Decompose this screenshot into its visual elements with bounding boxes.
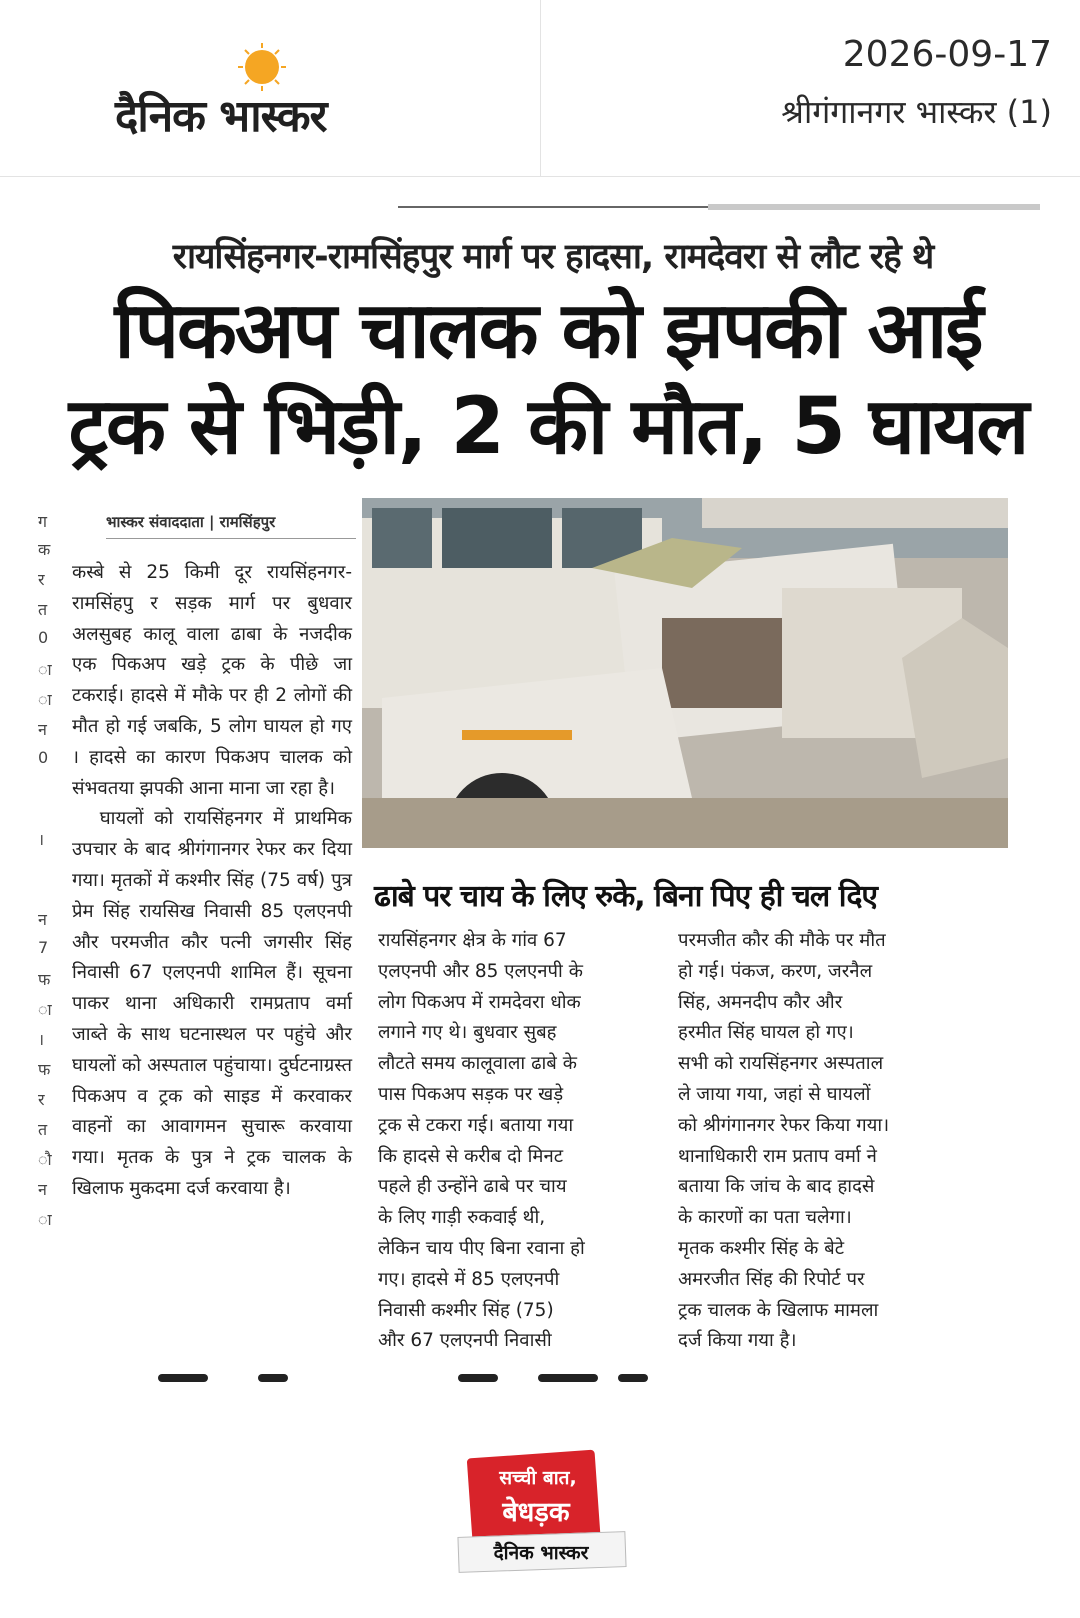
col3-line: थानाधिकारी राम प्रताप वर्मा ने [678,1145,877,1167]
footer-brand-name: दैनिक भास्कर [493,1542,589,1564]
edge-fragment: ा [38,1000,52,1019]
edge-fragment: न [38,720,47,739]
edge-fragment: ा [38,690,52,709]
pickup-photo-illustration [362,498,1008,848]
col3-line: हो गई। पंकज, करण, जरनैल [678,960,873,982]
logo-text: दैनिक भास्कर [115,91,327,142]
article-column-1 [72,558,352,1205]
col2-line: गए। हादसे में 85 एलएनपी [378,1268,560,1290]
article-column-3 [678,926,978,1357]
edge-fragment: 7 [38,938,49,957]
paragraph-2: घायलों को रायसिंहनगर में प्राथमिक उपचार के बाद श्रीगंगानगर रेफर कर दिया गया। मृतकों में कश्मीर सिंह (75 वर्ष) पुत्र प्रेम सिंह रायसिख निवासी 85 एलएनपी और परमजीत कौर पत्नी जगसीर सिंह निवासी 67 एलएनपी शामिल हैं। सूचना पाकर थाना अधिकारी रामप्रताप वर्मा जाब्ते के साथ घटनास्थल पर पहुंचे और घायलों को अस्पताल पहुंचाया। दुर्घटनाग्रस्त पिकअप व ट्रक को साइड में करवाकर वाहनों का आवागमन सुचारू करवाया गया। मृतक के पुत्र ने ट्रक चालक के खिलाफ मुकदमा दर्ज करवाया है। [72,808,352,1199]
col3-line: ले जाया गया, जहां से घायलों [678,1083,871,1105]
col3-line: सिंह, अमनदीप कौर और [678,991,843,1013]
col2-line: कि हादसे से करीब दो मिनट [378,1145,564,1167]
edge-fragment: । [38,830,45,849]
col2-line: लोग पिकअप में रामदेवरा धोक [378,991,581,1013]
col3-line: ट्रक चालक के खिलाफ मामला [678,1299,879,1321]
edge-fragment: न [38,1180,47,1199]
article-subhead: ढाबे पर चाय के लिए रुके, बिना पिए ही चल दिए [374,879,877,914]
col3-line: परमजीत कौर की मौके पर मौत [678,930,886,951]
page-header [0,0,1080,177]
col3-line: अमरजीत सिंह की रिपोर्ट पर [678,1268,865,1290]
headline-line-1: पिकअप चालक को झपकी आई [114,286,982,376]
cut-off-next-article [158,1370,858,1382]
article-column-2 [378,926,648,1357]
col3-line: के कारणों का पता चलेगा। [678,1207,852,1229]
paragraph-1: कस्बे से 25 किमी दूर रायसिंहनगर-रामसिंहपु र सड़क मार्ग पर बुधवार अलसुबह कालू वाला ढाबा के नजदीक एक पिकअप खड़े ट्रक के पीछे जा टकराई। हादसे में मौके पर ही 2 लोगों की मौत हो गई जबकि, 5 लोग घायल हो गए । हादसे का कारण पिकअप चालक को संभवतया झपकी आना माना जा रहा है। [72,562,352,799]
col3-line: हरमीत सिंह घायल हो गए। [678,1022,854,1044]
headline-line-2: ट्रक से भिड़ी, 2 की मौत, 5 घायल [68,382,1028,472]
edge-fragment: र [38,1090,45,1109]
col3-line: बताया कि जांच के बाद हादसे [678,1176,875,1198]
top-rule-gray [708,204,1040,210]
col2-line: पहले ही उन्होंने ढाबे पर चाय [378,1176,567,1198]
col2-line: के लिए गाड़ी रुकवाई थी, [378,1207,546,1229]
edge-fragment: त [38,1120,48,1139]
col2-line: और 67 एलएनपी निवासी [378,1330,552,1352]
edge-fragment: र [38,570,45,589]
newspaper-clipping [38,192,1040,1432]
edge-fragment: ा [38,660,52,679]
header-divider [540,0,541,176]
dainik-bhaskar-logo [115,36,415,146]
crashed-pickup-photo [362,498,1008,848]
col2-line: ट्रक से टकरा गई। बताया गया [378,1114,574,1136]
edge-fragment: फ [38,1060,51,1079]
edition-date: 2026-09-17 [842,34,1052,75]
byline: भास्कर संवाददाता | रामसिंहपुर [106,512,356,539]
tagline-line-1: सच्ची बात, [499,1467,577,1489]
col2-line: पास पिकअप सड़क पर खड़े [378,1083,564,1105]
edge-fragment: क [38,540,51,559]
edge-fragment: न [38,910,47,929]
col2-line: लौटते समय कालूवाला ढाबे के [378,1053,577,1075]
col2-line: एलएनपी और 85 एलएनपी के [378,960,583,982]
tagline-line-2: बेधड़क [502,1497,570,1528]
edge-fragment: । [38,1030,45,1049]
edge-fragment: ग [38,512,48,531]
edition-name: श्रीगंगानगर भास्कर (1) [781,93,1052,131]
footer-brand-logo [458,1454,628,1579]
col2-line: लगाने गए थे। बुधवार सुबह [378,1022,557,1044]
edge-fragment: फ [38,970,51,989]
edge-fragment: ा [38,1210,52,1229]
article-kicker: रायसिंहनगर-रामसिंहपुर मार्ग पर हादसा, रामदेवरा से लौट रहे थे [172,237,934,277]
col3-line: को श्रीगंगानगर रेफर किया गया। [678,1114,890,1136]
col2-line: रायसिंहनगर क्षेत्र के गांव 67 [378,930,567,951]
edge-fragment: 0 [38,628,49,647]
col3-line: मृतक कश्मीर सिंह के बेटे [678,1237,845,1259]
col2-line: निवासी कश्मीर सिंह (75) [378,1299,554,1321]
col2-line: लेकिन चाय पीए बिना रवाना हो [378,1237,585,1259]
edge-fragment: 0 [38,748,49,767]
edge-fragment: ौ [38,1150,52,1169]
col3-line: सभी को रायसिंहनगर अस्पताल [678,1053,884,1075]
edge-fragment: त [38,600,48,619]
col3-line: दर्ज किया गया है। [678,1330,797,1352]
